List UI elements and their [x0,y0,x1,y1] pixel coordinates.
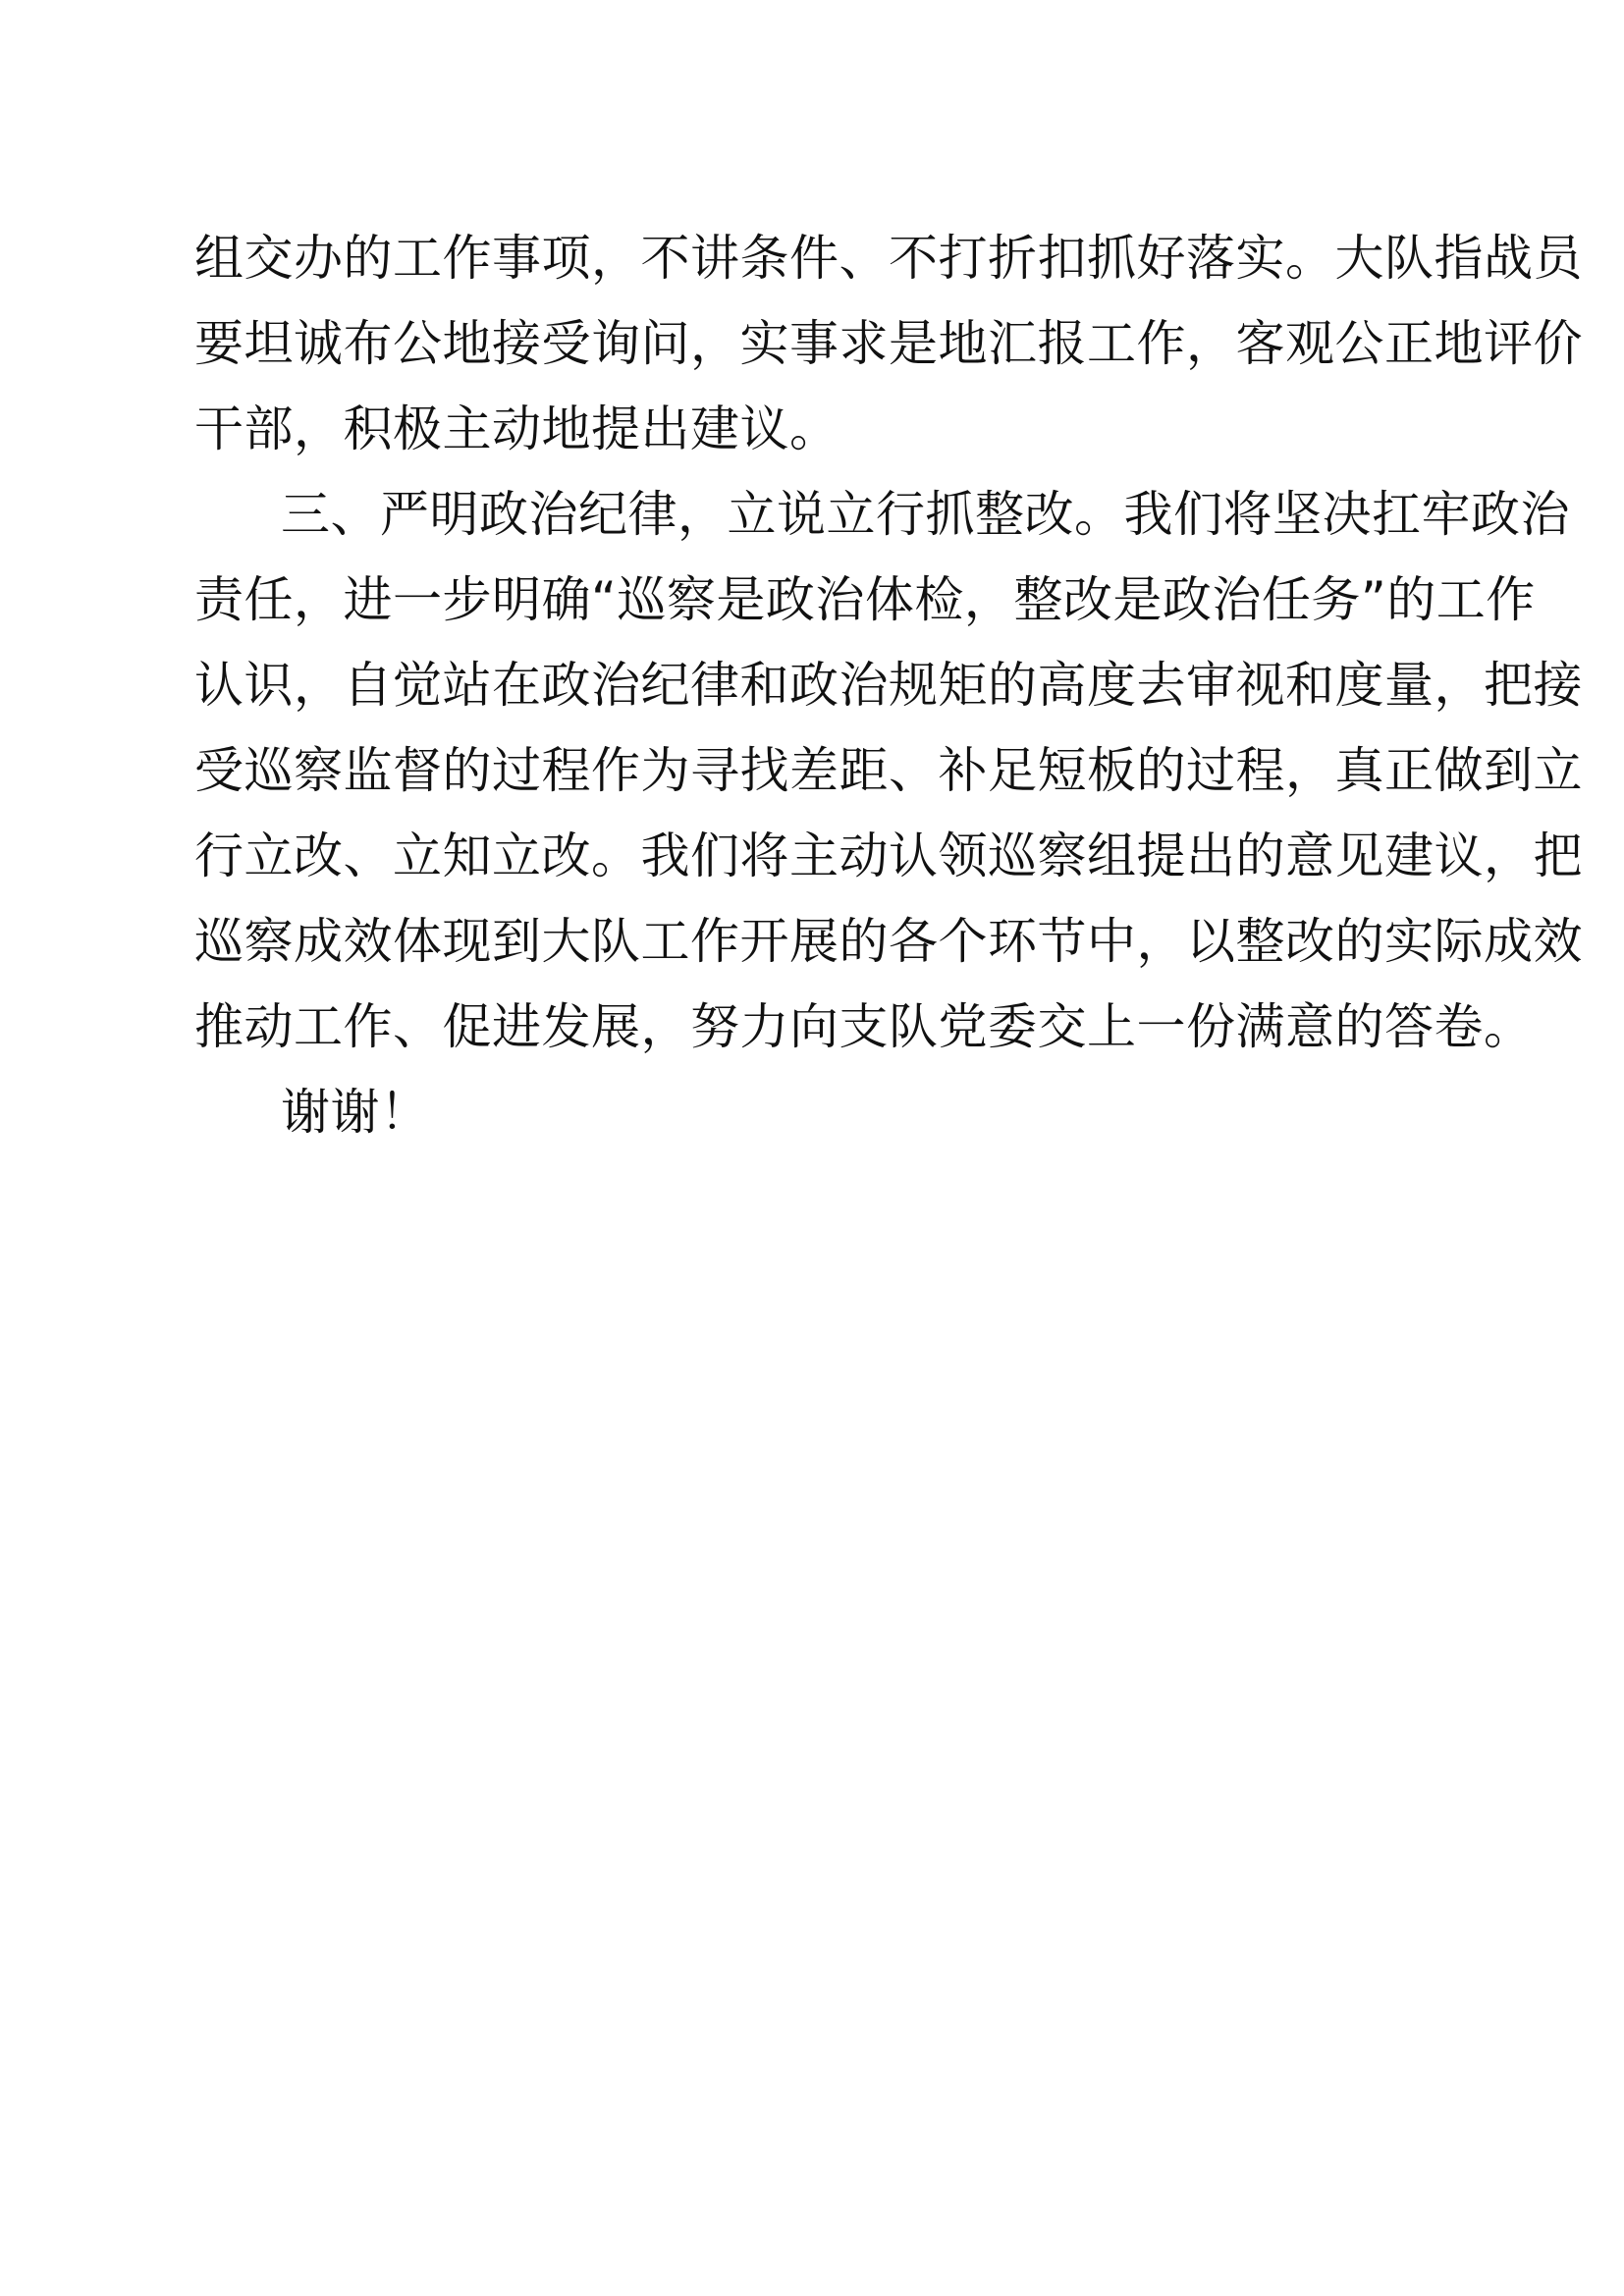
document-body [194,216,1583,1155]
text-line: 干部，积极主动地提出建议。 [194,400,839,457]
text-line: 认识，自觉站在政治纪律和政治规矩的高度去审视和度量，把接 [194,657,1583,714]
text-line: 推动工作、促进发展，努力向支队党委交上一份满意的答卷。 [194,998,1534,1055]
text-line: 巡察成效体现到大队工作开展的各个环节中，以整改的实际成效 [194,913,1583,970]
text-line: 组交办的工作事项，不讲条件、不打折扣抓好落实。大队指战员 [194,230,1583,287]
section-heading-line: 三、严明政治纪律，立说立行抓整改。我们将坚决扛牢政治 [281,486,1570,543]
text-line: 责任，进一步明确“巡察是政治体检，整改是政治任务”的工作 [194,571,1536,628]
closing-line: 谢谢！ [281,1084,430,1141]
text-line: 要坦诚布公地接受询问，实事求是地汇报工作，客观公正地评价 [194,315,1583,372]
text-line: 受巡察监督的过程作为寻找差距、补足短板的过程，真正做到立 [194,742,1583,799]
text-line: 行立改、立知立改。我们将主动认领巡察组提出的意见建议，把 [194,828,1583,884]
